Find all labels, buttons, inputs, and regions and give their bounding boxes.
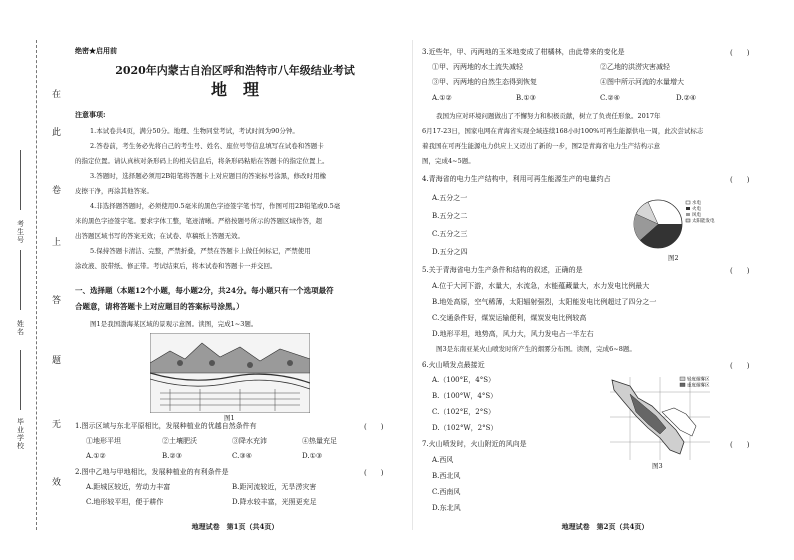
figure-2-pie-chart	[628, 192, 728, 256]
answer-blank[interactable]: ( )	[730, 176, 750, 184]
figure-3-smoke-map	[600, 372, 720, 462]
legend-label: 太阳能发电	[692, 219, 715, 224]
q6-option-d[interactable]: D.（102°W，2°S）	[432, 424, 498, 432]
q3-item: ④图中所示河流的水量增大	[600, 78, 684, 86]
q2-stem: 2.图中乙地与甲地相比，发展种植业的有利条件是	[75, 468, 229, 476]
legend-label: 水电	[692, 201, 701, 206]
answer-blank[interactable]: ( )	[364, 469, 384, 477]
page-divider	[412, 40, 413, 530]
field-line[interactable]	[20, 150, 21, 210]
legend-label: 风电	[692, 213, 701, 218]
q4-option-d[interactable]: D.五分之四	[432, 248, 468, 256]
q1-option-c[interactable]: C.③④	[232, 452, 252, 460]
q6-8-intro: 图3是东南亚某火山喷发时所产生的烟雾分布图。读图，完成6~8题。	[436, 345, 636, 353]
legend-label: 火电	[692, 207, 701, 212]
q4-option-a[interactable]: A.五分之一	[432, 194, 468, 202]
seal-char: 上	[52, 238, 62, 248]
q7-option-b[interactable]: B.西北风	[432, 472, 461, 480]
note-line: 2.答卷前，考生务必先将自己的考生号、姓名、座位号等信息填写在试卷和答题卡	[90, 142, 324, 150]
q1-option-a[interactable]: A.①②	[86, 452, 106, 460]
q1-option-b[interactable]: B.②③	[162, 452, 182, 460]
q3-item: ③甲、丙两地的自然生态得到恢复	[432, 78, 537, 86]
note-line: 1.本试卷共4页，满分50分。地理、生物同堂考试，考试时间为90分钟。	[90, 127, 299, 135]
note-line: 米的黑色字迹签字笔。要求字体工整，笔迹清晰。严格按题号所示的答题区域作答，超	[75, 217, 322, 225]
note-line: 4.非选择题答题时，必须使用0.5毫米的黑色字迹签字笔书写，作图可用2B铅笔或0.5毫	[90, 202, 341, 210]
legend-swatch	[680, 383, 685, 387]
q3-option-d[interactable]: D.②④	[676, 94, 697, 102]
q3-item: ②乙地的洪涝灾害减轻	[600, 63, 670, 71]
q2-option-a[interactable]: A.距城区较近，劳动力丰富	[86, 483, 171, 491]
q5-option-c[interactable]: C.交通条件好，煤炭运输便利，煤炭发电比例较高	[432, 314, 587, 322]
field-line[interactable]	[20, 250, 21, 310]
legend-swatch	[686, 201, 690, 204]
q1-item: ①地形平坦	[86, 437, 121, 445]
figure-1-landscape	[150, 333, 310, 413]
answer-blank[interactable]: ( )	[730, 267, 750, 275]
q3-option-c[interactable]: C.②④	[600, 94, 620, 102]
legend-swatch	[686, 219, 690, 222]
seal-char: 效	[52, 478, 62, 488]
answer-blank[interactable]: ( )	[364, 423, 384, 431]
legend-label: 重度烟雾区	[687, 383, 710, 389]
seal-char: 此	[52, 128, 62, 138]
q5-option-b[interactable]: B.地处高原，空气稀薄，太阳辐射强烈，太阳能发电比例超过了四分之一	[432, 298, 657, 306]
seal-char: 在	[52, 90, 62, 100]
figure-2-label: 图2	[668, 254, 679, 262]
note-line: 皮擦干净，再涂其他答案。	[75, 187, 153, 195]
field-line[interactable]	[20, 350, 21, 410]
note-line: 3.答题时，选择题必须用2B铅笔将答题卡上对应题目的答案标号涂黑，修改时用橡	[90, 172, 327, 180]
passage-line: 6月17-23日，国家电网在青海省实现全域连续168小时100%可再生能源供电一周，此次尝试标志	[422, 127, 704, 135]
passage-line: 着我国在可再生能源电力供应上又迈出了新的一步，图2是青海省电力生产结构示意	[422, 142, 661, 150]
subject-title: 地 理	[210, 80, 259, 99]
note-line: 出答题区域书写的答案无效；在试卷、草稿纸上答题无效。	[75, 232, 244, 240]
q1-option-d[interactable]: D.①③	[302, 452, 323, 460]
answer-blank[interactable]: ( )	[730, 441, 750, 449]
secret-mark: 绝密★启用前	[75, 46, 117, 55]
q7-option-d[interactable]: D.东北风	[432, 504, 461, 512]
seal-char: 卷	[52, 186, 62, 196]
q6-stem: 6.火山喷发点最接近	[422, 361, 485, 369]
note-line: 的指定位置。请认真核对条形码上的相关信息后，将条形码粘贴在答题卡的指定位置上。	[75, 157, 329, 165]
field-name: 姓名	[17, 320, 24, 336]
q3-option-a[interactable]: A.①②	[432, 94, 452, 102]
q4-option-c[interactable]: C.五分之三	[432, 230, 468, 238]
figure-1-label: 图1	[224, 414, 235, 422]
q7-stem: 7.火山喷发时，火山附近的风向是	[422, 440, 527, 448]
page-1-footer: 地理试卷 第1页（共4页）	[191, 522, 279, 531]
q7-option-a[interactable]: A.西风	[432, 456, 454, 464]
map-legend	[680, 376, 710, 389]
q1-3-intro: 图1是我国渤海某区域的景观示意图。读图，完成1~3题。	[90, 320, 258, 328]
q4-stem: 4.青海省的电力生产结构中，利用可再生能源生产的电量约占	[422, 175, 611, 183]
legend-swatch	[686, 213, 690, 216]
legend-swatch	[686, 207, 690, 210]
notes-title: 注意事项:	[75, 110, 106, 119]
passage-line: 我国为应对环境问题做出了不懈努力和积极贡献，树立了负责任形象。2017年	[436, 112, 661, 120]
q6-option-a[interactable]: A.（100°E，4°S）	[432, 376, 495, 384]
q3-option-b[interactable]: B.①③	[516, 94, 536, 102]
q2-option-c[interactable]: C.地形较平坦，便于耕作	[86, 498, 164, 506]
q3-stem: 3.近些年，甲、丙两地的玉米地变成了柑橘林，由此带来的变化是	[422, 48, 625, 56]
q3-item: ①甲、丙两地的水土流失减轻	[432, 63, 523, 71]
note-line: 5.保持答题卡清洁、完整，严禁折叠，严禁在答题卡上做任何标记，严禁使用	[90, 247, 311, 255]
q1-stem: 1.图示区域与东北平原相比，发展种植业的优越自然条件有	[75, 422, 257, 430]
section-title-cont: 合题意，请将答题卡上对应题目的答案标号涂黑。）	[75, 302, 244, 311]
note-line: 涂改液、胶带纸、修正带。考试结束后，将本试卷和答题卡一并交回。	[75, 262, 277, 270]
legend-swatch	[680, 377, 685, 381]
pie-legend	[686, 199, 715, 224]
figure-3-label: 图3	[652, 462, 663, 470]
field-exam-number: 考生号	[17, 220, 24, 244]
answer-blank[interactable]: ( )	[730, 49, 750, 57]
legend-label: 轻度烟雾区	[687, 377, 710, 383]
seal-dashed-line	[36, 40, 37, 530]
q6-option-b[interactable]: B.（100°W，4°S）	[432, 392, 498, 400]
q5-stem: 5.关于青海省电力生产条件和结构的叙述，正确的是	[422, 266, 583, 274]
answer-blank[interactable]: ( )	[730, 362, 750, 370]
q1-item: ④热量充足	[302, 437, 337, 445]
field-school: 毕业学校	[17, 418, 24, 450]
exam-title: 2020年内蒙古自治区呼和浩特市八年级结业考试	[115, 64, 355, 77]
passage-line: 图，完成4~5题。	[422, 157, 475, 165]
q5-option-a[interactable]: A.位于大河下游，水量大，水流急，水能蕴藏量大，水力发电比例最大	[432, 282, 650, 290]
section-title: 一、选择题（本题12个小题，每小题2分，共24分。每小题只有一个选项最符	[75, 286, 334, 295]
q5-option-d[interactable]: D.地形平坦，地势高，风力大，风力发电占一半左右	[432, 330, 594, 338]
q6-option-c[interactable]: C.（102°E，2°S）	[432, 408, 496, 416]
q1-item: ②土壤肥沃	[162, 437, 197, 445]
seal-char: 答	[52, 296, 62, 306]
q1-item: ③降水充沛	[232, 437, 267, 445]
q2-option-b[interactable]: B.距河流较近，无旱涝灾害	[232, 483, 317, 491]
q7-option-c[interactable]: C.西南风	[432, 488, 461, 496]
page-2-footer: 地理试卷 第2页（共4页）	[561, 522, 649, 531]
q4-option-b[interactable]: B.五分之二	[432, 212, 468, 220]
q2-option-d[interactable]: D.降水较丰富，光照更充足	[232, 498, 317, 506]
seal-char: 题	[52, 356, 62, 366]
seal-char: 无	[52, 420, 62, 430]
